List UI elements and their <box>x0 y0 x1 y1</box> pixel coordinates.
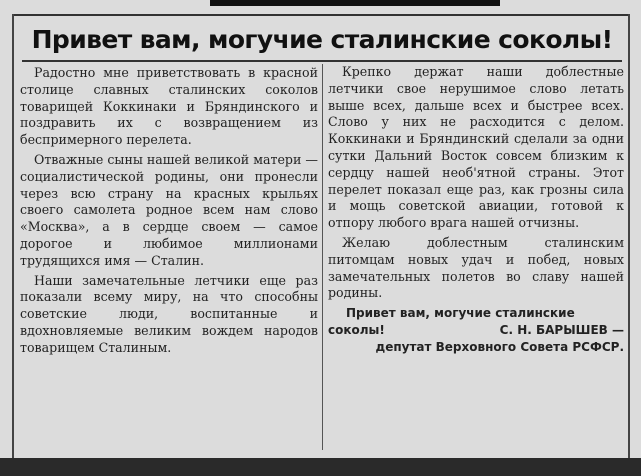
left-paragraph-3: Наши замечательные летчики еще раз показали всему миру, на что способны советские люди, воспитанные и вдохновляемые великим вождем народов товарищем Сталиным. <box>20 272 318 355</box>
left-paragraph-1: Радостно мне приветствовать в красной столице славных сталинских соколов товарищей Коккинаки и Бряндинского и поздравить их с возвращением из беспримерного перелета. <box>20 65 318 148</box>
right-paragraph-2: Желаю доблестным сталинским питомцам новых удач и побед, новых замечательных полетов во славу нашей родины. <box>328 234 624 301</box>
closing-block <box>328 305 624 339</box>
frame-left-rule <box>12 14 14 464</box>
closing-greeting-end: соколы! <box>328 323 385 338</box>
left-paragraph-2: Отважные сыны нашей великой матери — социалистической родины, они пронесли через всю страну на красных крыльях своего самолета родное всем нам слово «Москва», а в сердце своем — самое дорогое и любимое миллионами трудящихся имя — Сталин. <box>20 151 318 268</box>
bottom-band <box>0 458 641 476</box>
signature-title: депутат Верховного Совета РСФСР. <box>375 340 624 355</box>
top-rule <box>210 0 500 6</box>
right-paragraph-1: Крепко держат наши доблестные летчики свое нерушимое слово летать выше всех, дальше всех и быстрее всех. Слово у них не расходится с делом. Коккинаки и Бряндинский сделали за одни сутки Дальний Восток совсем близким к сердцу нашей необ'ятной страны. Этот перелет показал еще раз, как грозны сила и мощь советской авиации, готовой к отпору любого врага нашей отчизны. <box>328 64 624 231</box>
right-column <box>328 64 624 356</box>
left-column <box>20 64 318 360</box>
column-divider <box>322 64 323 450</box>
signature-name: С. Н. БАРЫШЕВ — <box>499 323 624 338</box>
frame-right-rule <box>628 14 630 464</box>
closing-greeting-line2 <box>328 322 624 339</box>
frame-top-rule <box>14 14 630 16</box>
closing-greeting-line1: Привет вам, могучие сталинские <box>346 306 575 321</box>
article-headline: Привет вам, могучие сталинские соколы! <box>31 25 613 54</box>
headline-rule <box>22 60 622 62</box>
